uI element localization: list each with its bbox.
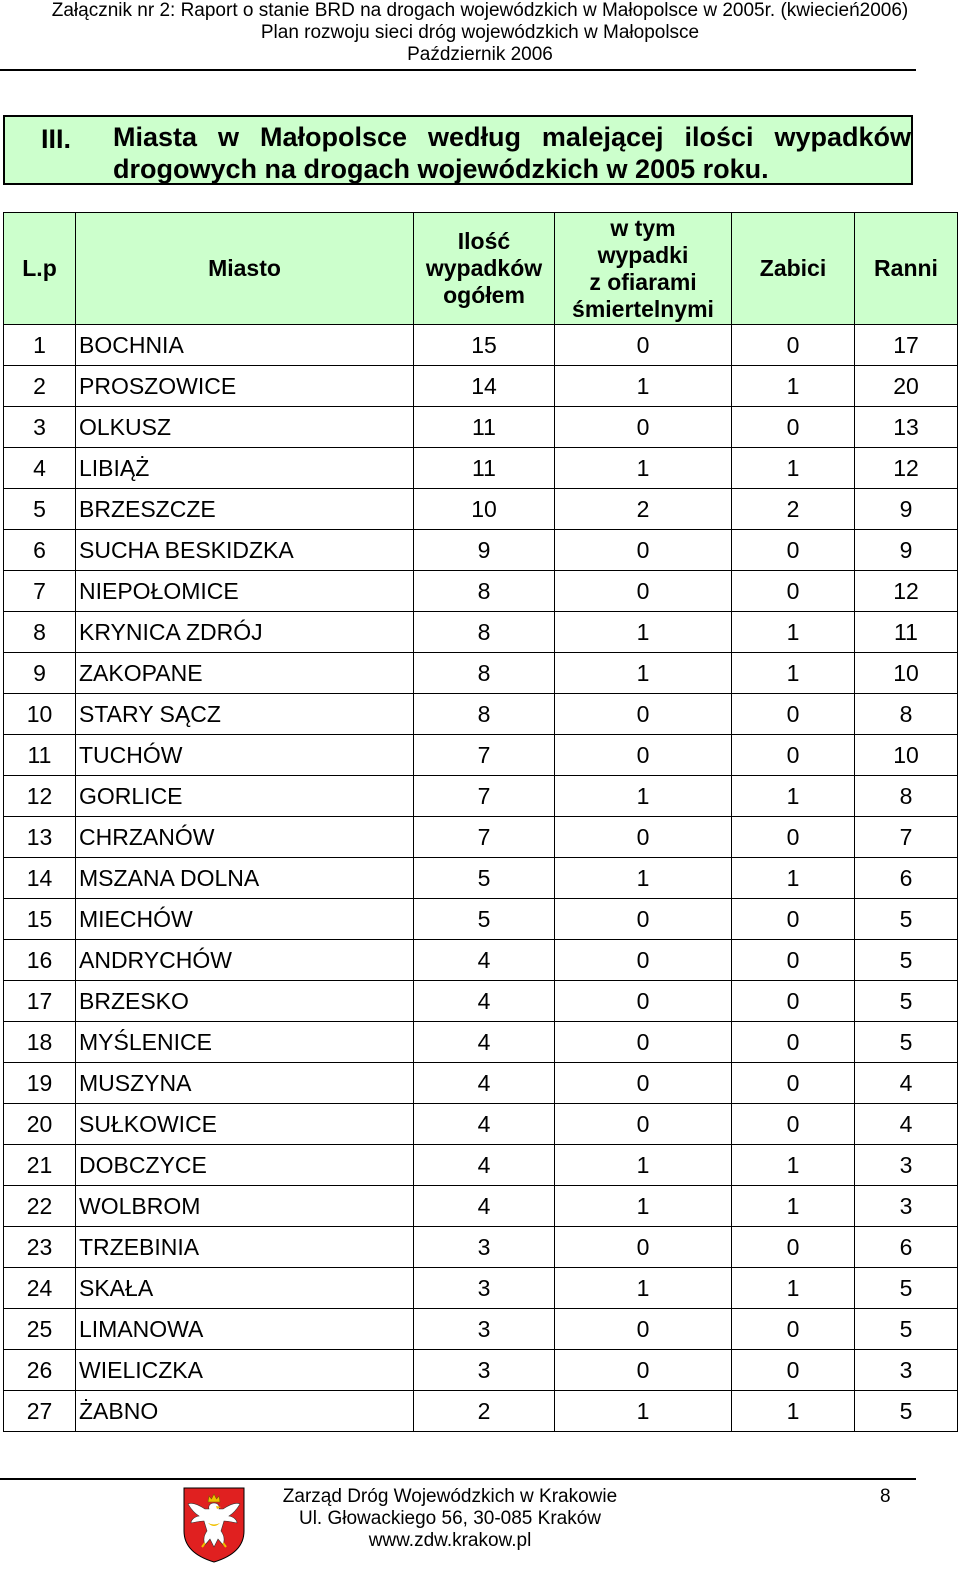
cell-killed: 0 — [732, 1227, 855, 1268]
cell-city: TUCHÓW — [76, 735, 414, 776]
cell-total-accidents: 8 — [414, 694, 555, 735]
cell-fatal-accidents: 0 — [555, 407, 732, 448]
table-row — [4, 899, 958, 940]
cell-city: SUCHA BESKIDZKA — [76, 530, 414, 571]
cell-fatal-accidents: 0 — [555, 1309, 732, 1350]
cell-fatal-accidents: 0 — [555, 735, 732, 776]
cell-killed: 1 — [732, 858, 855, 899]
cell-total-accidents: 7 — [414, 776, 555, 817]
cell-injured: 12 — [855, 448, 958, 489]
cell-city: MYŚLENICE — [76, 1022, 414, 1063]
cell-lp: 2 — [4, 366, 76, 407]
cell-city: KRYNICA ZDRÓJ — [76, 612, 414, 653]
table-row — [4, 1309, 958, 1350]
cell-injured: 7 — [855, 817, 958, 858]
cell-total-accidents: 7 — [414, 735, 555, 776]
cell-total-accidents: 3 — [414, 1350, 555, 1391]
cell-lp: 7 — [4, 571, 76, 612]
cell-total-accidents: 11 — [414, 448, 555, 489]
table-row — [4, 940, 958, 981]
cell-fatal-accidents: 0 — [555, 1063, 732, 1104]
table-row — [4, 1186, 958, 1227]
cell-killed: 0 — [732, 817, 855, 858]
cell-injured: 10 — [855, 653, 958, 694]
cell-city: OLKUSZ — [76, 407, 414, 448]
cell-fatal-accidents: 0 — [555, 694, 732, 735]
cell-injured: 8 — [855, 776, 958, 817]
cell-killed: 0 — [732, 571, 855, 612]
cell-killed: 1 — [732, 1186, 855, 1227]
footer-street: Ul. Głowackiego 56, 30-085 Kraków — [298, 1508, 602, 1529]
cell-killed: 2 — [732, 489, 855, 530]
cell-total-accidents: 3 — [414, 1227, 555, 1268]
cell-lp: 23 — [4, 1227, 76, 1268]
table-row — [4, 981, 958, 1022]
cell-killed: 0 — [732, 1063, 855, 1104]
table-row — [4, 858, 958, 899]
cell-killed: 1 — [732, 1145, 855, 1186]
cell-lp: 21 — [4, 1145, 76, 1186]
cell-total-accidents: 4 — [414, 1022, 555, 1063]
cell-killed: 0 — [732, 1022, 855, 1063]
col-header-total-line: ogółem — [443, 282, 525, 308]
table-row — [4, 1268, 958, 1309]
cell-lp: 9 — [4, 653, 76, 694]
cell-killed: 0 — [732, 940, 855, 981]
cell-lp: 27 — [4, 1391, 76, 1432]
table-row — [4, 1104, 958, 1145]
table-row — [4, 407, 958, 448]
cell-injured: 4 — [855, 1104, 958, 1145]
cell-total-accidents: 8 — [414, 612, 555, 653]
cell-total-accidents: 9 — [414, 530, 555, 571]
header-line-2: Plan rozwoju sieci dróg wojewódzkich w Małopolsce — [260, 22, 700, 43]
cell-lp: 26 — [4, 1350, 76, 1391]
cell-total-accidents: 15 — [414, 325, 555, 366]
cell-killed: 1 — [732, 366, 855, 407]
cell-city: MSZANA DOLNA — [76, 858, 414, 899]
cell-city: ZAKOPANE — [76, 653, 414, 694]
footer-org: Zarząd Dróg Wojewódzkich w Krakowie — [282, 1486, 618, 1507]
cell-lp: 12 — [4, 776, 76, 817]
table-row — [4, 1227, 958, 1268]
cell-injured: 5 — [855, 940, 958, 981]
cell-injured: 12 — [855, 571, 958, 612]
cell-total-accidents: 4 — [414, 1104, 555, 1145]
accidents-table — [3, 212, 958, 1432]
footer-divider — [0, 1478, 916, 1480]
cell-killed: 0 — [732, 1104, 855, 1145]
cell-city: BRZESKO — [76, 981, 414, 1022]
cell-city: DOBCZYCE — [76, 1145, 414, 1186]
cell-lp: 17 — [4, 981, 76, 1022]
table-row — [4, 1063, 958, 1104]
cell-total-accidents: 4 — [414, 940, 555, 981]
cell-fatal-accidents: 1 — [555, 858, 732, 899]
cell-total-accidents: 14 — [414, 366, 555, 407]
table-row — [4, 735, 958, 776]
cell-injured: 11 — [855, 612, 958, 653]
cell-lp: 8 — [4, 612, 76, 653]
cell-fatal-accidents: 1 — [555, 776, 732, 817]
col-header-total — [414, 213, 555, 325]
cell-total-accidents: 5 — [414, 899, 555, 940]
col-header-fatal-line: z ofiarami — [589, 268, 697, 295]
cell-city: ŻABNO — [76, 1391, 414, 1432]
cell-total-accidents: 7 — [414, 817, 555, 858]
table-row — [4, 612, 958, 653]
cell-injured: 20 — [855, 366, 958, 407]
col-header-lp: L.p — [4, 213, 76, 325]
cell-total-accidents: 4 — [414, 981, 555, 1022]
cell-injured: 3 — [855, 1186, 958, 1227]
table-row — [4, 653, 958, 694]
col-header-injured: Ranni — [855, 213, 958, 325]
col-header-fatal-line: śmiertelnymi — [572, 295, 714, 322]
cell-killed: 1 — [732, 653, 855, 694]
cell-fatal-accidents: 1 — [555, 653, 732, 694]
cell-injured: 9 — [855, 530, 958, 571]
cell-lp: 5 — [4, 489, 76, 530]
cell-fatal-accidents: 0 — [555, 899, 732, 940]
cell-injured: 10 — [855, 735, 958, 776]
cell-injured: 3 — [855, 1350, 958, 1391]
col-header-fatal-line: w tym — [610, 214, 676, 241]
cell-city: TRZEBINIA — [76, 1227, 414, 1268]
cell-killed: 1 — [732, 448, 855, 489]
cell-fatal-accidents: 1 — [555, 1145, 732, 1186]
table-row — [4, 530, 958, 571]
cell-city: SKAŁA — [76, 1268, 414, 1309]
cell-fatal-accidents: 1 — [555, 448, 732, 489]
table-row — [4, 448, 958, 489]
cell-city: BRZESZCZE — [76, 489, 414, 530]
page-number: 8 — [880, 1486, 891, 1507]
cell-total-accidents: 8 — [414, 571, 555, 612]
cell-lp: 25 — [4, 1309, 76, 1350]
cell-city: ANDRYCHÓW — [76, 940, 414, 981]
cell-fatal-accidents: 1 — [555, 1391, 732, 1432]
section-heading — [3, 115, 913, 185]
cell-total-accidents: 4 — [414, 1186, 555, 1227]
table-row — [4, 366, 958, 407]
cell-lp: 4 — [4, 448, 76, 489]
cell-city: PROSZOWICE — [76, 366, 414, 407]
cell-killed: 1 — [732, 776, 855, 817]
cell-total-accidents: 4 — [414, 1145, 555, 1186]
cell-total-accidents: 3 — [414, 1309, 555, 1350]
cell-lp: 3 — [4, 407, 76, 448]
cell-lp: 15 — [4, 899, 76, 940]
cell-fatal-accidents: 0 — [555, 1350, 732, 1391]
cell-injured: 8 — [855, 694, 958, 735]
cell-fatal-accidents: 0 — [555, 1104, 732, 1145]
cell-killed: 0 — [732, 407, 855, 448]
cell-fatal-accidents: 2 — [555, 489, 732, 530]
table-row — [4, 489, 958, 530]
table-row — [4, 1022, 958, 1063]
footer-address — [250, 1486, 650, 1552]
cell-injured: 4 — [855, 1063, 958, 1104]
cell-injured: 6 — [855, 1227, 958, 1268]
cell-fatal-accidents: 0 — [555, 981, 732, 1022]
cell-total-accidents: 11 — [414, 407, 555, 448]
cell-injured: 5 — [855, 1268, 958, 1309]
cell-injured: 5 — [855, 1309, 958, 1350]
cell-city: CHRZANÓW — [76, 817, 414, 858]
cell-total-accidents: 10 — [414, 489, 555, 530]
cell-killed: 0 — [732, 694, 855, 735]
cell-injured: 3 — [855, 1145, 958, 1186]
malopolska-coat-of-arms-icon — [183, 1487, 245, 1563]
cell-fatal-accidents: 1 — [555, 366, 732, 407]
header-divider — [0, 69, 916, 71]
cell-city: LIBIĄŻ — [76, 448, 414, 489]
table-row — [4, 694, 958, 735]
cell-lp: 10 — [4, 694, 76, 735]
table-row — [4, 571, 958, 612]
cell-injured: 5 — [855, 1391, 958, 1432]
cell-fatal-accidents: 1 — [555, 1186, 732, 1227]
cell-killed: 0 — [732, 530, 855, 571]
cell-city: LIMANOWA — [76, 1309, 414, 1350]
table-header — [4, 213, 958, 325]
cell-city: STARY SĄCZ — [76, 694, 414, 735]
cell-lp: 6 — [4, 530, 76, 571]
cell-lp: 19 — [4, 1063, 76, 1104]
cell-fatal-accidents: 0 — [555, 530, 732, 571]
header-line-1: Załącznik nr 2: Raport o stanie BRD na drogach wojewódzkich w Małopolsce w 2005r. (kwiecień2006) — [51, 0, 909, 21]
header-line-3: Październik 2006 — [407, 44, 553, 65]
cell-injured: 9 — [855, 489, 958, 530]
section-title: Miasta w Małopolsce według malejącej ilości wypadków drogowych na drogach wojewódzkich w 2005 roku. — [113, 122, 911, 184]
table-row — [4, 1145, 958, 1186]
cell-lp: 20 — [4, 1104, 76, 1145]
cell-city: GORLICE — [76, 776, 414, 817]
col-header-fatal — [555, 213, 732, 325]
cell-lp: 24 — [4, 1268, 76, 1309]
cell-total-accidents: 2 — [414, 1391, 555, 1432]
table-row — [4, 776, 958, 817]
col-header-killed: Zabici — [732, 213, 855, 325]
cell-total-accidents: 5 — [414, 858, 555, 899]
section-number: III. — [41, 124, 72, 154]
cell-killed: 0 — [732, 899, 855, 940]
page-header — [0, 0, 960, 66]
cell-fatal-accidents: 0 — [555, 1022, 732, 1063]
col-header-total-line: wypadków — [425, 255, 543, 281]
cell-total-accidents: 4 — [414, 1063, 555, 1104]
cell-lp: 14 — [4, 858, 76, 899]
footer-website[interactable]: www.zdw.krakow.pl — [368, 1530, 532, 1551]
table-row — [4, 817, 958, 858]
cell-lp: 18 — [4, 1022, 76, 1063]
col-header-city: Miasto — [76, 213, 414, 325]
cell-lp: 16 — [4, 940, 76, 981]
cell-killed: 0 — [732, 1350, 855, 1391]
cell-injured: 5 — [855, 981, 958, 1022]
cell-total-accidents: 8 — [414, 653, 555, 694]
cell-city: WIELICZKA — [76, 1350, 414, 1391]
cell-killed: 0 — [732, 735, 855, 776]
cell-fatal-accidents: 1 — [555, 1268, 732, 1309]
table-row — [4, 325, 958, 366]
cell-lp: 22 — [4, 1186, 76, 1227]
cell-total-accidents: 3 — [414, 1268, 555, 1309]
cell-injured: 6 — [855, 858, 958, 899]
table-body — [4, 325, 958, 1432]
cell-killed: 1 — [732, 1391, 855, 1432]
cell-injured: 13 — [855, 407, 958, 448]
cell-lp: 11 — [4, 735, 76, 776]
col-header-fatal-line: wypadki — [597, 241, 689, 268]
cell-city: BOCHNIA — [76, 325, 414, 366]
cell-killed: 0 — [732, 981, 855, 1022]
cell-fatal-accidents: 0 — [555, 325, 732, 366]
cell-killed: 0 — [732, 1309, 855, 1350]
cell-fatal-accidents: 0 — [555, 1227, 732, 1268]
col-header-total-line: Ilość — [457, 228, 511, 254]
cell-injured: 5 — [855, 899, 958, 940]
cell-killed: 1 — [732, 612, 855, 653]
table-row — [4, 1391, 958, 1432]
cell-city: SUŁKOWICE — [76, 1104, 414, 1145]
table-row — [4, 1350, 958, 1391]
cell-killed: 0 — [732, 325, 855, 366]
cell-killed: 1 — [732, 1268, 855, 1309]
cell-lp: 13 — [4, 817, 76, 858]
cell-city: MIECHÓW — [76, 899, 414, 940]
cell-fatal-accidents: 0 — [555, 940, 732, 981]
cell-lp: 1 — [4, 325, 76, 366]
cell-injured: 5 — [855, 1022, 958, 1063]
cell-city: WOLBROM — [76, 1186, 414, 1227]
cell-fatal-accidents: 1 — [555, 612, 732, 653]
cell-fatal-accidents: 0 — [555, 817, 732, 858]
cell-injured: 17 — [855, 325, 958, 366]
cell-fatal-accidents: 0 — [555, 571, 732, 612]
cell-city: NIEPOŁOMICE — [76, 571, 414, 612]
cell-city: MUSZYNA — [76, 1063, 414, 1104]
